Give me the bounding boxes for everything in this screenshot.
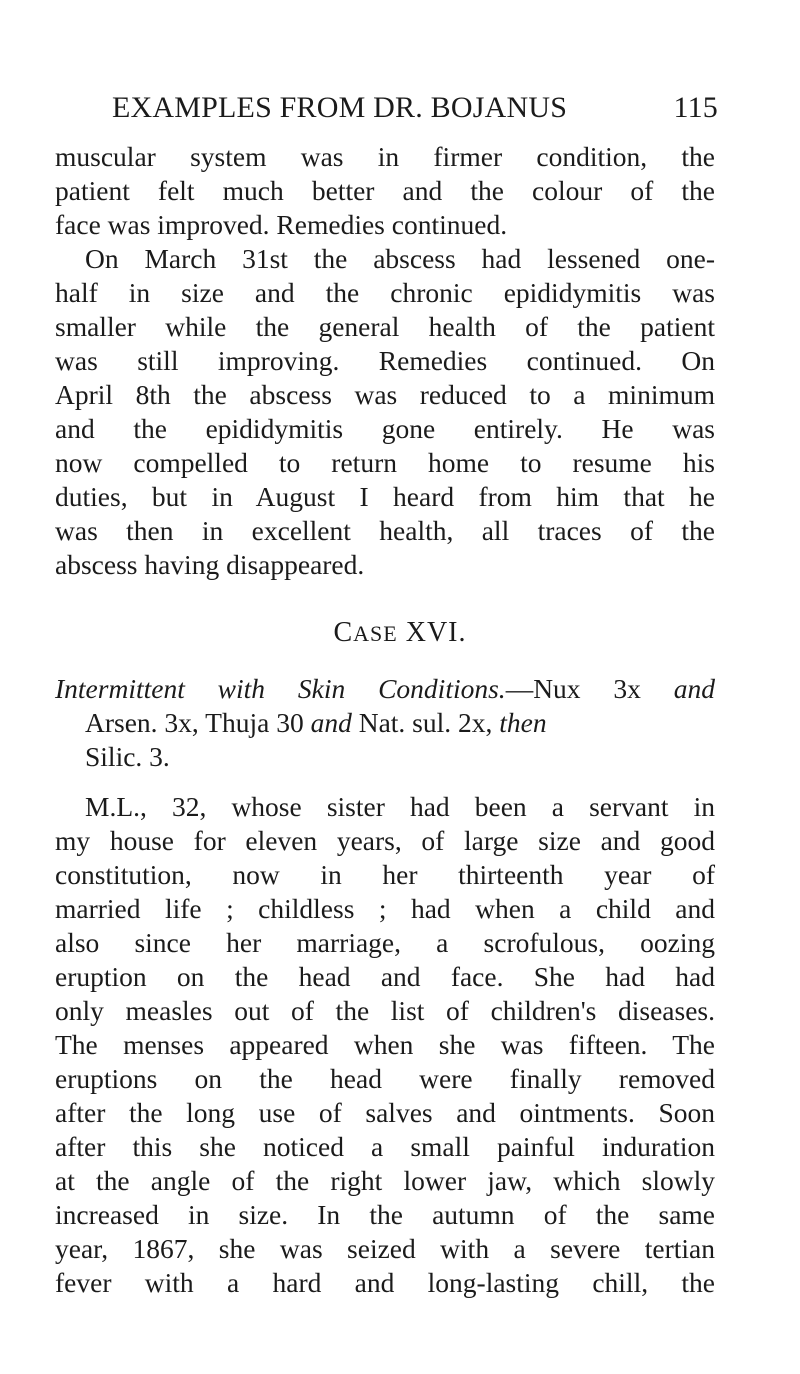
- case-subtitle-italic-and: and: [673, 673, 715, 704]
- text-line: married life ; childless ; had when a child and: [55, 893, 715, 924]
- case-subtitle-line: [85, 706, 715, 740]
- text-line: April 8th the abscess was reduced to a minimum: [55, 379, 715, 410]
- text-line: was then in excellent health, all traces of the: [55, 515, 715, 546]
- text-line: after the long use of salves and ointments. Soon: [55, 1097, 715, 1128]
- text-line: constitution, now in her thirteenth year of: [55, 859, 715, 890]
- text-line: patient felt much better and the colour of the: [55, 175, 715, 206]
- text-line: also since her marriage, a scrofulous, oozing: [55, 927, 715, 958]
- case-subtitle-italic-and: and: [310, 707, 352, 738]
- text-line: muscular system was in firmer condition, the: [55, 141, 715, 172]
- text-line: increased in size. In the autumn of the same: [55, 1199, 715, 1230]
- text-line: was still improving. Remedies continued. On: [55, 345, 715, 376]
- text-line: eruption on the head and face. She had had: [55, 961, 715, 992]
- text-line: face was improved. Remedies continued.: [55, 209, 508, 240]
- page-number: 115: [673, 91, 718, 124]
- case-heading: [0, 616, 800, 651]
- case-subtitle-line: Silic. 3.: [85, 741, 170, 772]
- case-heading-initial: C: [333, 617, 354, 648]
- text-line: smaller while the general health of the patient: [55, 311, 715, 342]
- text-line: half in size and the chronic epididymitis was: [55, 277, 715, 308]
- case-subtitle-text: Nat. sul. 2x,: [351, 707, 500, 738]
- text-line: On March 31st the abscess had lessened one-: [85, 243, 715, 274]
- text-line: The menses appeared when she was fifteen. The: [55, 1029, 715, 1060]
- text-line: duties, but in August I heard from him that he: [55, 481, 715, 512]
- text-line: fever with a hard and long-lasting chill, the: [55, 1267, 715, 1298]
- text-line: eruptions on the head were finally removed: [55, 1063, 715, 1094]
- case-subtitle-line: [55, 672, 715, 706]
- case-subtitle-text: Arsen. 3x, Thuja 30: [85, 707, 311, 738]
- case-heading-rest: ASE: [353, 621, 398, 646]
- text-line: only measles out of the list of children's diseases.: [55, 995, 715, 1026]
- text-line: year, 1867, she was seized with a severe tertian: [55, 1233, 715, 1264]
- running-head-title: EXAMPLES FROM DR. BOJANUS: [112, 91, 568, 124]
- text-line: now compelled to return home to resume his: [55, 447, 715, 478]
- text-line: my house for eleven years, of large size and good: [55, 825, 715, 856]
- text-line: abscess having disappeared.: [55, 549, 365, 580]
- case-heading-number: XVI.: [405, 617, 467, 648]
- text-line: after this she noticed a small painful induration: [55, 1131, 715, 1162]
- text-line: at the angle of the right lower jaw, which slowly: [55, 1165, 715, 1196]
- text-line: and the epididymitis gone entirely. He was: [55, 413, 715, 444]
- text-line: M.L., 32, whose sister had been a servant in: [85, 791, 715, 822]
- case-subtitle-italic: Intermittent with Skin Conditions.: [55, 673, 506, 704]
- case-subtitle-italic-then: then: [499, 707, 547, 738]
- case-subtitle-text: —Nux 3x: [505, 673, 674, 704]
